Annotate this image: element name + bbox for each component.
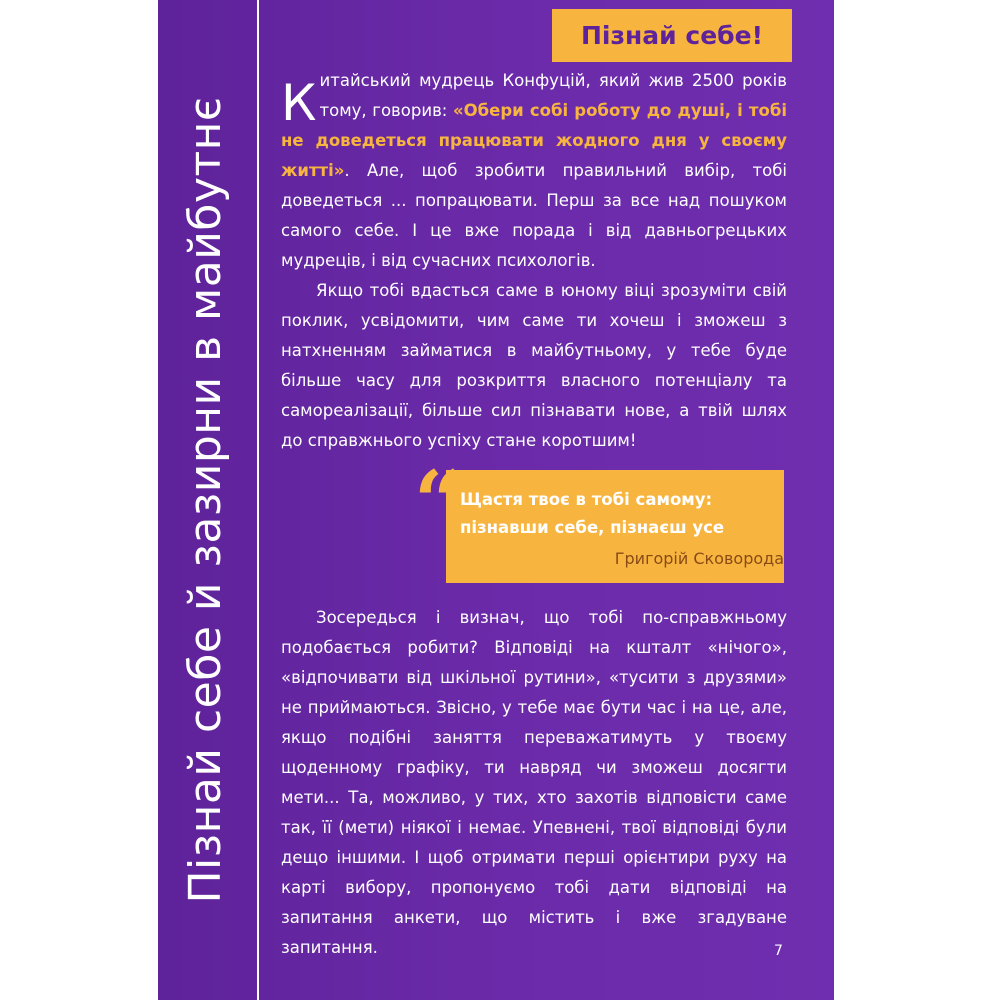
quote-author: Григорій Сковорода xyxy=(614,549,784,568)
page-number: 7 xyxy=(774,943,783,959)
vertical-chapter-title: Пізнай себе й зазирни в майбутнє xyxy=(180,96,231,904)
vertical-divider-line xyxy=(257,0,259,1000)
quote-text xyxy=(460,486,784,542)
section-header xyxy=(552,9,792,62)
drop-cap: К xyxy=(281,74,317,132)
paragraph-2: Якщо тобі вдасться саме в юному віці зрозуміти свій поклик, усвідомити, чим саме ти хочеш і зможеш з натхненням займатися в майбутньому, у тебе буде більше часу для розкриття власного потенціалу та самореалізації, більше сил пізнавати нове, а твій шлях до справжнього успіху стане коротшим! xyxy=(281,281,787,450)
quotation-mark-icon: “ xyxy=(414,452,463,551)
quote-line-1: Щастя твоє в тобі самому: xyxy=(460,490,713,509)
quote-line-2: пізнавши себе, пізнаєш усе xyxy=(460,518,725,537)
book-page xyxy=(158,0,834,1000)
paragraph-1-part-a: итайський мудрець Конфуцій, який жив 2500 років тому, говорив: xyxy=(319,71,787,120)
body-text-top xyxy=(281,66,787,456)
section-title: Пізнай себе! xyxy=(581,21,763,50)
paragraph-1-part-b: . Але, щоб зробити правильний вибір, тобі доведеться ... попрацювати. Перш за все над пошуком самого себе. І це вже порада і від давньогрецьких мудреців, і від сучасних психологів. xyxy=(281,161,787,270)
confucius-quote: «Обери собі роботу до душі, і тобі не доведеться працювати жодного дня у своєму житті» xyxy=(281,101,787,180)
paragraph-3: Зосередься і визнач, що тобі по-справжньому подобається робити? Відповіді на кшталт «нічого», «відпочивати від шкільної рутини», «тусити з друзями» не приймаються. Звісно, у тебе має бути час і на це, але, якщо подібні заняття переважатимуть у твоєму щоденному графіку, ти навряд чи зможеш досягти мети... Та, можливо, у тих, хто захотів відповісти саме так, її (мети) ніякої і немає. Упевнені, твої відповіді були дещо іншими. І щоб отримати перші орієнтири руху на карті вибору, пропонуємо тобі дати відповіді на запитання анкети, що містить і вже згадуване запитання. xyxy=(281,608,787,957)
paragraph-1 xyxy=(281,66,787,276)
body-text-bottom xyxy=(281,603,787,963)
